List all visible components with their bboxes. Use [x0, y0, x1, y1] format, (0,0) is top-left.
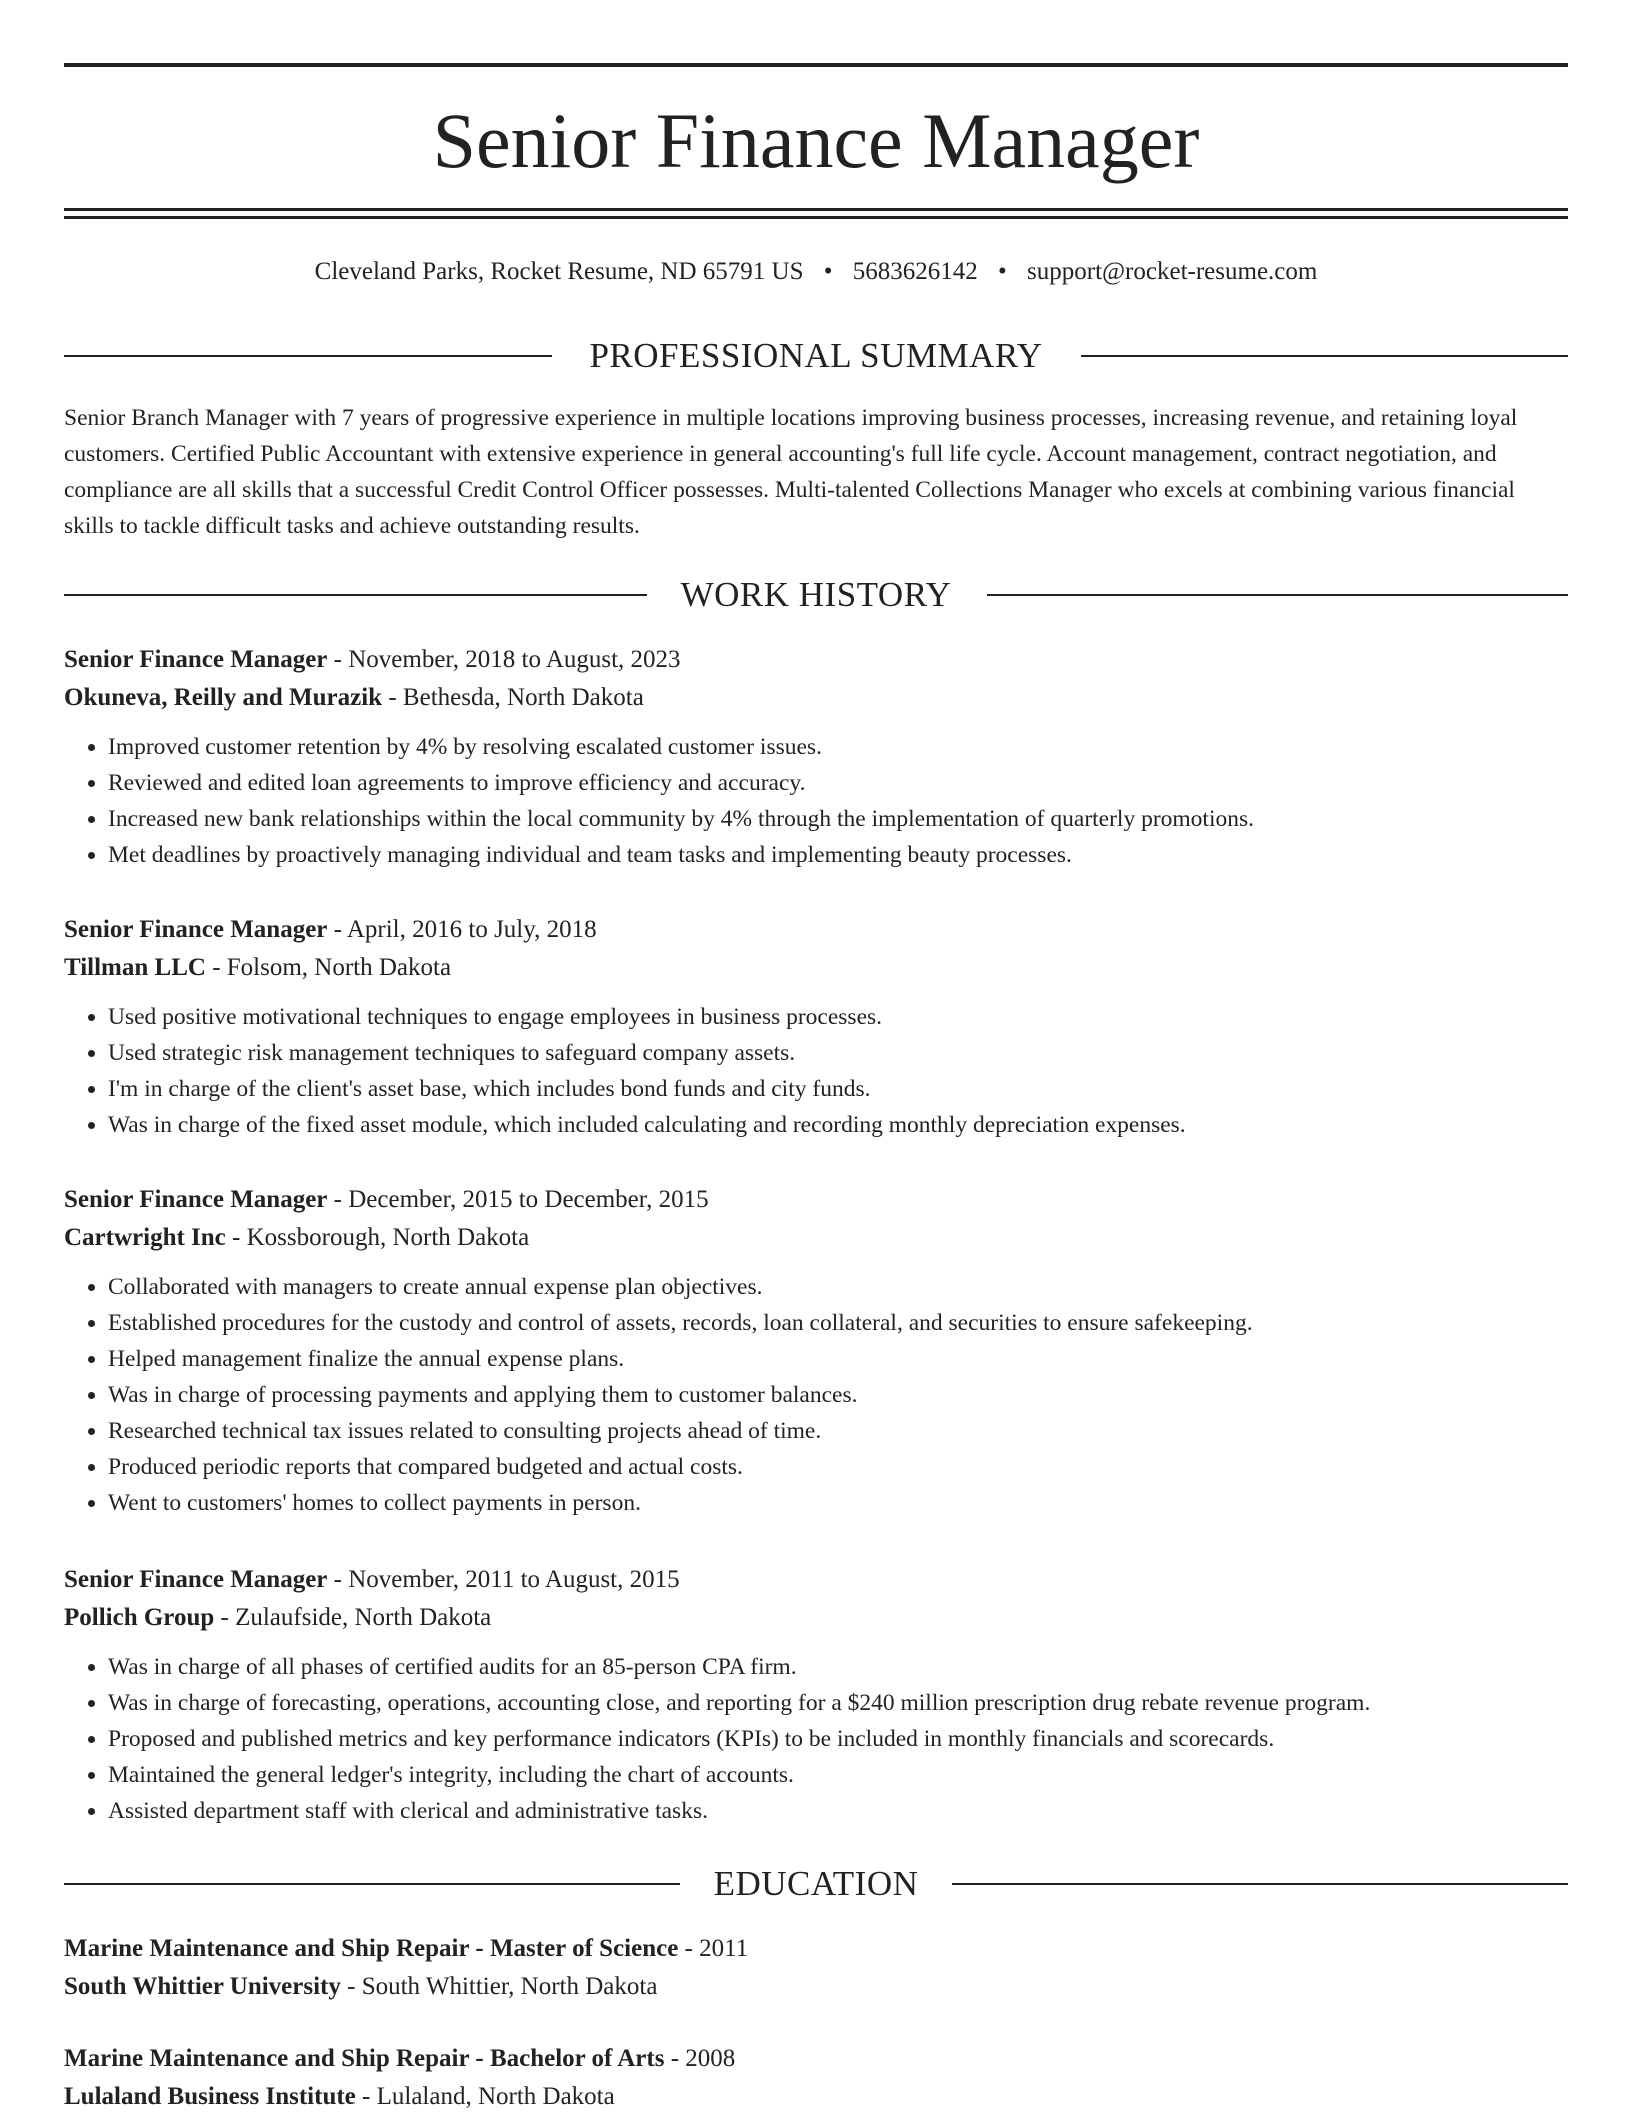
- list-item: • Used strategic risk management techniques to safeguard company assets.: [108, 1035, 1568, 1071]
- section-title: WORK HISTORY: [649, 575, 984, 614]
- list-item: • I'm in charge of the client's asset base, which includes bond funds and city funds.: [108, 1071, 1568, 1107]
- title-rule-lower: [64, 216, 1568, 219]
- job-location: - Zulaufside, North Dakota: [214, 1604, 492, 1631]
- job-title: Senior Finance Manager: [64, 1186, 328, 1213]
- job-dates: - November, 2018 to August, 2023: [327, 646, 681, 673]
- job-dates: - December, 2015 to December, 2015: [327, 1186, 709, 1213]
- list-item: • Researched technical tax issues related to consulting projects ahead of time.: [108, 1413, 1568, 1449]
- job-entry: [64, 641, 1568, 873]
- list-item: • Produced periodic reports that compared budgeted and actual costs.: [108, 1449, 1568, 1485]
- job-bullets: [64, 999, 1568, 1143]
- job-company: Cartwright Inc: [64, 1224, 226, 1251]
- contact-phone: 5683626142: [852, 258, 978, 285]
- list-item: • Met deadlines by proactively managing individual and team tasks and implementing beauty processes.: [108, 837, 1568, 873]
- list-item: • Increased new bank relationships within the local community by 4% through the implementation of quarterly promotions.: [108, 801, 1568, 837]
- list-item: • Was in charge of forecasting, operations, accounting close, and reporting for a $240 million prescription drug rebate revenue program.: [108, 1685, 1568, 1721]
- job-company: Pollich Group: [64, 1604, 215, 1631]
- job-bullets: [64, 1269, 1568, 1521]
- list-item: • Proposed and published metrics and key performance indicators (KPIs) to be included in monthly financials and scorecards.: [108, 1721, 1568, 1757]
- list-item: • Was in charge of the fixed asset module, which included calculating and recording monthly depreciation expenses.: [108, 1107, 1568, 1143]
- contact-separator: •: [998, 258, 1007, 285]
- list-item: • Used positive motivational techniques to engage employees in business processes.: [108, 999, 1568, 1035]
- title-rule-upper: [64, 208, 1568, 211]
- section-title: EDUCATION: [682, 1864, 951, 1903]
- list-item: • Assisted department staff with clerical and administrative tasks.: [108, 1793, 1568, 1829]
- education-location: - South Whittier, North Dakota: [340, 1973, 658, 2000]
- education-degree: Marine Maintenance and Ship Repair - Master of Science: [64, 1935, 679, 1962]
- list-item: • Was in charge of all phases of certified audits for an 85-person CPA firm.: [108, 1649, 1568, 1685]
- education-degree: Marine Maintenance and Ship Repair - Bachelor of Arts: [64, 2045, 665, 2072]
- section-title: PROFESSIONAL SUMMARY: [557, 336, 1074, 375]
- summary-paragraph: Senior Branch Manager with 7 years of progressive experience in multiple locations improving business processes, increasing revenue, and retaining loyal customers. Certified Public Accountant with extensive experience in general accounting's full life cycle. Account management, contract negotiation, and compliance are all skills that a successful Credit Control Officer possesses. Multi-talented Collections Manager who excels at combining various financial skills to tackle difficult tasks and achieve outstanding results.: [64, 405, 1518, 539]
- job-dates: - April, 2016 to July, 2018: [327, 916, 597, 943]
- education-year: - 2008: [664, 2045, 736, 2072]
- job-bullets: [64, 729, 1568, 873]
- list-item: • Maintained the general ledger's integrity, including the chart of accounts.: [108, 1757, 1568, 1793]
- job-location: - Bethesda, North Dakota: [382, 684, 644, 711]
- job-entry: [64, 911, 1568, 1143]
- contact-email: support@rocket-resume.com: [1027, 258, 1318, 285]
- education-year: - 2011: [678, 1935, 749, 1962]
- contact-line: [0, 254, 1632, 290]
- job-company: Okuneva, Reilly and Murazik: [64, 684, 383, 711]
- contact-address: Cleveland Parks, Rocket Resume, ND 65791 US: [314, 258, 804, 285]
- education-school: Lulaland Business Institute: [64, 2083, 356, 2110]
- list-item: • Went to customers' homes to collect payments in person.: [108, 1485, 1568, 1521]
- job-bullets: [64, 1649, 1568, 1829]
- job-title: Senior Finance Manager: [64, 1566, 328, 1593]
- job-dates: - November, 2011 to August, 2015: [327, 1566, 680, 1593]
- job-company: Tillman LLC: [64, 954, 206, 981]
- section-heading-education: [64, 1864, 1568, 1904]
- list-item: • Collaborated with managers to create annual expense plan objectives.: [108, 1269, 1568, 1305]
- job-location: - Kossborough, North Dakota: [225, 1224, 530, 1251]
- list-item: • Helped management finalize the annual expense plans.: [108, 1341, 1568, 1377]
- page-title: Senior Finance Manager: [432, 97, 1200, 184]
- list-item: • Was in charge of processing payments and applying them to customer balances.: [108, 1377, 1568, 1413]
- education-school: South Whittier University: [64, 1973, 341, 2000]
- job-location: - Folsom, North Dakota: [205, 954, 452, 981]
- list-item: • Reviewed and edited loan agreements to improve efficiency and accuracy.: [108, 765, 1568, 801]
- job-entry: [64, 1181, 1568, 1521]
- section-heading-work: [64, 575, 1568, 615]
- education-location: - Lulaland, North Dakota: [355, 2083, 615, 2110]
- education-entry: [64, 1930, 1568, 2006]
- education-entry: [64, 2040, 1568, 2116]
- contact-separator: •: [823, 258, 833, 285]
- job-title: Senior Finance Manager: [64, 646, 328, 673]
- job-title: Senior Finance Manager: [64, 916, 328, 943]
- top-rule: [64, 63, 1568, 67]
- section-heading-summary: [64, 336, 1568, 376]
- list-item: • Improved customer retention by 4% by resolving escalated customer issues.: [108, 729, 1568, 765]
- job-entry: [64, 1561, 1568, 1829]
- list-item: • Established procedures for the custody and control of assets, records, loan collateral, and securities to ensure safekeeping.: [108, 1305, 1568, 1341]
